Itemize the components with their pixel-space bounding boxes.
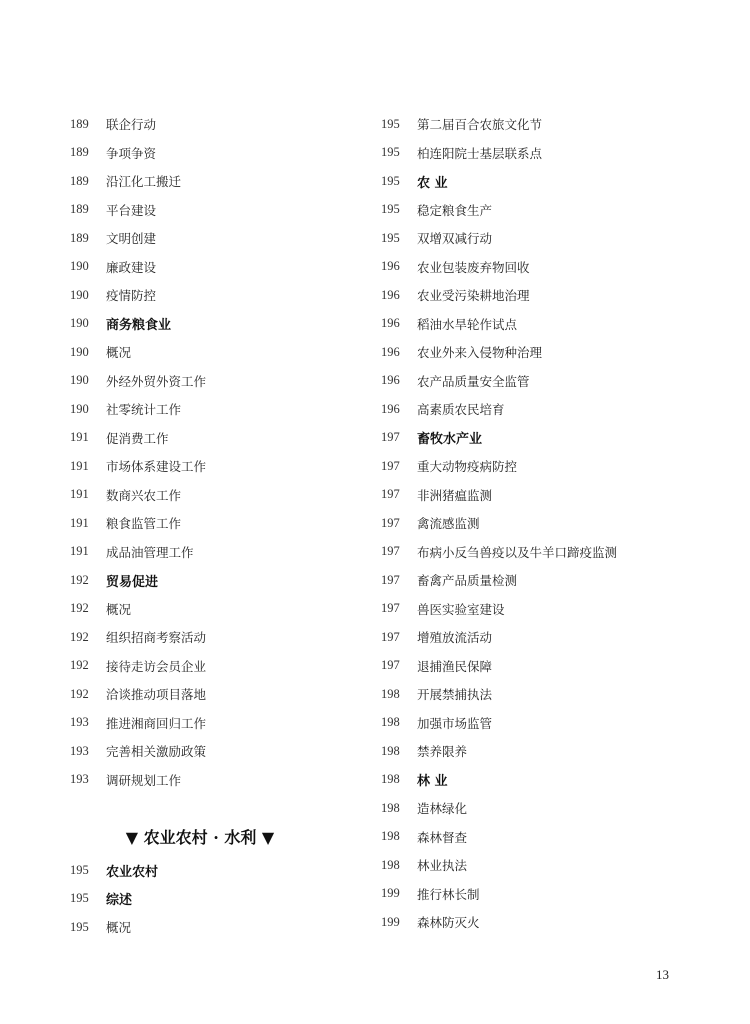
toc-page-number: 195 [381,145,400,160]
toc-page-number: 191 [70,544,89,559]
toc-page-number: 198 [381,800,400,815]
toc-entry[interactable] [70,509,350,538]
toc-entry[interactable] [381,281,701,310]
toc-entry-title: 市场体系建设工作 [106,459,207,475]
toc-list-left [70,110,350,794]
toc-entry-title: 贸易促进 [106,574,159,590]
toc-entry-title: 商务粮食业 [106,318,172,334]
toc-entry[interactable] [381,452,701,481]
toc-entry[interactable] [70,367,350,396]
toc-entry-title: 成品油管理工作 [106,544,194,560]
toc-entry[interactable] [70,709,350,738]
toc-entry-title: 农产品质量安全监管 [417,373,530,389]
toc-page-number: 198 [381,829,400,844]
toc-entry-title: 推行林长制 [417,886,480,902]
toc-entry-title: 联企行动 [106,117,157,133]
toc-page-number: 192 [70,686,89,701]
toc-entry-title: 接待走访会员企业 [106,658,207,674]
toc-page-number: 195 [381,230,400,245]
toc-entry-title: 促消费工作 [106,430,169,446]
toc-entry[interactable] [381,538,701,567]
toc-page-number: 197 [381,430,400,445]
toc-section-heading[interactable] [381,424,701,453]
toc-entry[interactable] [70,110,350,139]
toc-entry-title: 森林防灭火 [417,915,480,931]
toc-entry[interactable] [381,509,701,538]
toc-entry-title: 稻油水旱轮作试点 [417,316,518,332]
toc-entry-title: 农业农村 [106,864,159,880]
toc-entry[interactable] [381,680,701,709]
toc-entry[interactable] [70,595,350,624]
toc-entry-title: 退捕渔民保障 [417,658,493,674]
toc-entry-title: 第二届百合农旅文化节 [417,117,543,133]
toc-entry[interactable] [70,338,350,367]
toc-entry[interactable] [381,880,701,909]
toc-page-number: 190 [70,344,89,359]
toc-left-column [70,110,350,942]
toc-page-number: 190 [70,316,89,331]
toc-page-number: 198 [381,772,400,787]
toc-entry[interactable] [70,395,350,424]
toc-entry-title: 造林绿化 [417,801,468,817]
toc-entry-title: 森林督查 [417,829,468,845]
toc-page-number: 196 [381,373,400,388]
toc-entry[interactable] [381,908,701,937]
toc-page-number: 190 [70,287,89,302]
toc-page-number: 197 [381,572,400,587]
toc-page-number: 192 [70,601,89,616]
toc-entry-title: 概况 [106,920,132,936]
toc-entry-title: 农业受污染耕地治理 [417,288,530,304]
toc-entry[interactable] [381,595,701,624]
toc-page-number: 197 [381,629,400,644]
toc-page-number: 193 [70,772,89,787]
toc-entry[interactable] [381,566,701,595]
toc-entry[interactable] [381,110,701,139]
toc-page-number: 190 [70,259,89,274]
toc-page-number: 192 [70,629,89,644]
toc-entry-title: 文明创建 [106,231,157,247]
toc-page-number: 191 [70,515,89,530]
toc-page-number: 191 [70,430,89,445]
toc-page-number: 196 [381,287,400,302]
toc-page-number: 197 [381,601,400,616]
toc-entry[interactable] [381,139,701,168]
toc-entry-title: 畜牧水产业 [417,432,483,448]
toc-entry[interactable] [381,310,701,339]
toc-entry-title: 布病小反刍兽疫以及牛羊口蹄疫监测 [417,544,618,560]
page-number: 13 [656,967,669,982]
toc-page-number: 191 [70,458,89,473]
toc-entry[interactable] [381,367,701,396]
toc-entry[interactable] [381,823,701,852]
toc-entry-title: 高素质农民培育 [417,402,505,418]
toc-page-number: 196 [381,259,400,274]
toc-page-number: 190 [70,401,89,416]
toc-page-number: 195 [70,919,89,934]
toc-section-heading[interactable] [381,167,701,196]
toc-entry[interactable] [70,139,350,168]
toc-page-number: 189 [70,202,89,217]
toc-entry-title: 非洲猪瘟监测 [417,487,493,503]
toc-page-number: 198 [381,715,400,730]
toc-entry-title: 概况 [106,601,132,617]
toc-entry-title: 加强市场监管 [417,715,493,731]
toc-page-number: 195 [70,891,89,906]
toc-entry[interactable] [381,737,701,766]
toc-entry[interactable] [70,481,350,510]
toc-entry-title: 沿江化工搬迁 [106,174,182,190]
toc-page-number: 197 [381,487,400,502]
toc-entry-title: 洽谈推动项目落地 [106,687,207,703]
toc-entry[interactable] [70,652,350,681]
toc-page-number: 197 [381,458,400,473]
toc-entry[interactable] [381,338,701,367]
toc-page-number: 198 [381,857,400,872]
toc-entry[interactable] [381,481,701,510]
toc-page-number: 196 [381,401,400,416]
toc-entry[interactable] [70,680,350,709]
toc-entry-title: 增殖放流活动 [417,630,493,646]
toc-entry[interactable] [70,281,350,310]
toc-entry-title: 争项争资 [106,145,157,161]
toc-page-number: 189 [70,145,89,160]
toc-page-number: 195 [70,862,89,877]
toc-entry[interactable] [381,794,701,823]
toc-entry[interactable] [70,424,350,453]
toc-section-heading[interactable] [381,766,701,795]
toc-entry[interactable] [381,652,701,681]
toc-section-heading[interactable] [70,856,350,885]
toc-page-number: 197 [381,515,400,530]
toc-entry-title: 稳定粮食生产 [417,202,493,218]
toc-page-number: 192 [70,658,89,673]
section-title: ▼ 农业农村 · 水利 ▼ [125,828,275,847]
toc-entry[interactable] [381,196,701,225]
toc-entry-title: 调研规划工作 [106,772,182,788]
toc-page-number: 197 [381,544,400,559]
toc-entry-title: 综述 [106,893,133,909]
toc-entry-title: 平台建设 [106,202,157,218]
toc-entry[interactable] [70,452,350,481]
toc-entry[interactable] [70,913,350,942]
toc-entry[interactable] [381,709,701,738]
toc-entry[interactable] [70,253,350,282]
toc-entry[interactable] [381,395,701,424]
toc-entry[interactable] [381,623,701,652]
toc-section-heading[interactable] [70,310,350,339]
toc-page-number: 189 [70,173,89,188]
toc-entry[interactable] [70,737,350,766]
toc-entry[interactable] [70,623,350,652]
toc-section-heading[interactable] [70,885,350,914]
toc-section-heading[interactable] [70,566,350,595]
toc-page-number: 190 [70,373,89,388]
toc-entry[interactable] [70,766,350,795]
toc-page-number: 199 [381,914,400,929]
toc-entry-title: 畜禽产品质量检测 [417,573,518,589]
toc-entry-title: 开展禁捕执法 [417,687,493,703]
toc-entry-title: 兽医实验室建设 [417,601,505,617]
toc-entry[interactable] [70,224,350,253]
toc-page-number: 193 [70,715,89,730]
toc-entry-title: 禽流感监测 [417,516,480,532]
toc-entry-title: 双增双减行动 [417,231,493,247]
toc-entry-title: 组织招商考察活动 [106,630,207,646]
toc-list-right [381,110,701,937]
toc-page-number: 196 [381,316,400,331]
toc-entry-title: 廉政建设 [106,259,157,275]
toc-entry[interactable] [70,167,350,196]
toc-page-number: 195 [381,202,400,217]
toc-page-number: 195 [381,116,400,131]
toc-page-number: 193 [70,743,89,758]
toc-entry-title: 数商兴农工作 [106,487,182,503]
toc-entry-title: 完善相关激励政策 [106,744,207,760]
toc-page-number: 198 [381,686,400,701]
toc-entry-title: 推进湘商回归工作 [106,715,207,731]
toc-entry-title: 概况 [106,345,132,361]
toc-page-number: 199 [381,886,400,901]
toc-page-number: 189 [70,116,89,131]
toc-page-number: 191 [70,487,89,502]
toc-page-number: 197 [381,658,400,673]
toc-entry[interactable] [70,196,350,225]
toc-entry[interactable] [70,538,350,567]
toc-entry-title: 柏连阳院士基层联系点 [417,145,543,161]
toc-entry-title: 农业包装废弃物回收 [417,259,530,275]
toc-entry-title: 粮食监管工作 [106,516,182,532]
toc-entry[interactable] [381,253,701,282]
toc-entry-title: 林 业 [417,774,448,790]
toc-entry-title: 禁养限养 [417,744,468,760]
toc-entry-title: 外经外贸外资工作 [106,373,207,389]
toc-entry[interactable] [381,224,701,253]
toc-page-number: 196 [381,344,400,359]
toc-entry-title: 疫情防控 [106,288,157,304]
toc-entry-title: 社零统计工作 [106,402,182,418]
toc-page-number: 195 [381,173,400,188]
toc-page-number: 189 [70,230,89,245]
toc-entry-title: 农业外来入侵物种治理 [417,345,543,361]
toc-page-number: 198 [381,743,400,758]
toc-entry[interactable] [381,851,701,880]
toc-entry-title: 农 业 [417,175,448,191]
toc-list-left-after [70,856,350,942]
toc-entry-title: 林业执法 [417,858,468,874]
toc-page-number: 192 [70,572,89,587]
toc-right-column [381,110,701,937]
toc-entry-title: 重大动物疫病防控 [417,459,518,475]
